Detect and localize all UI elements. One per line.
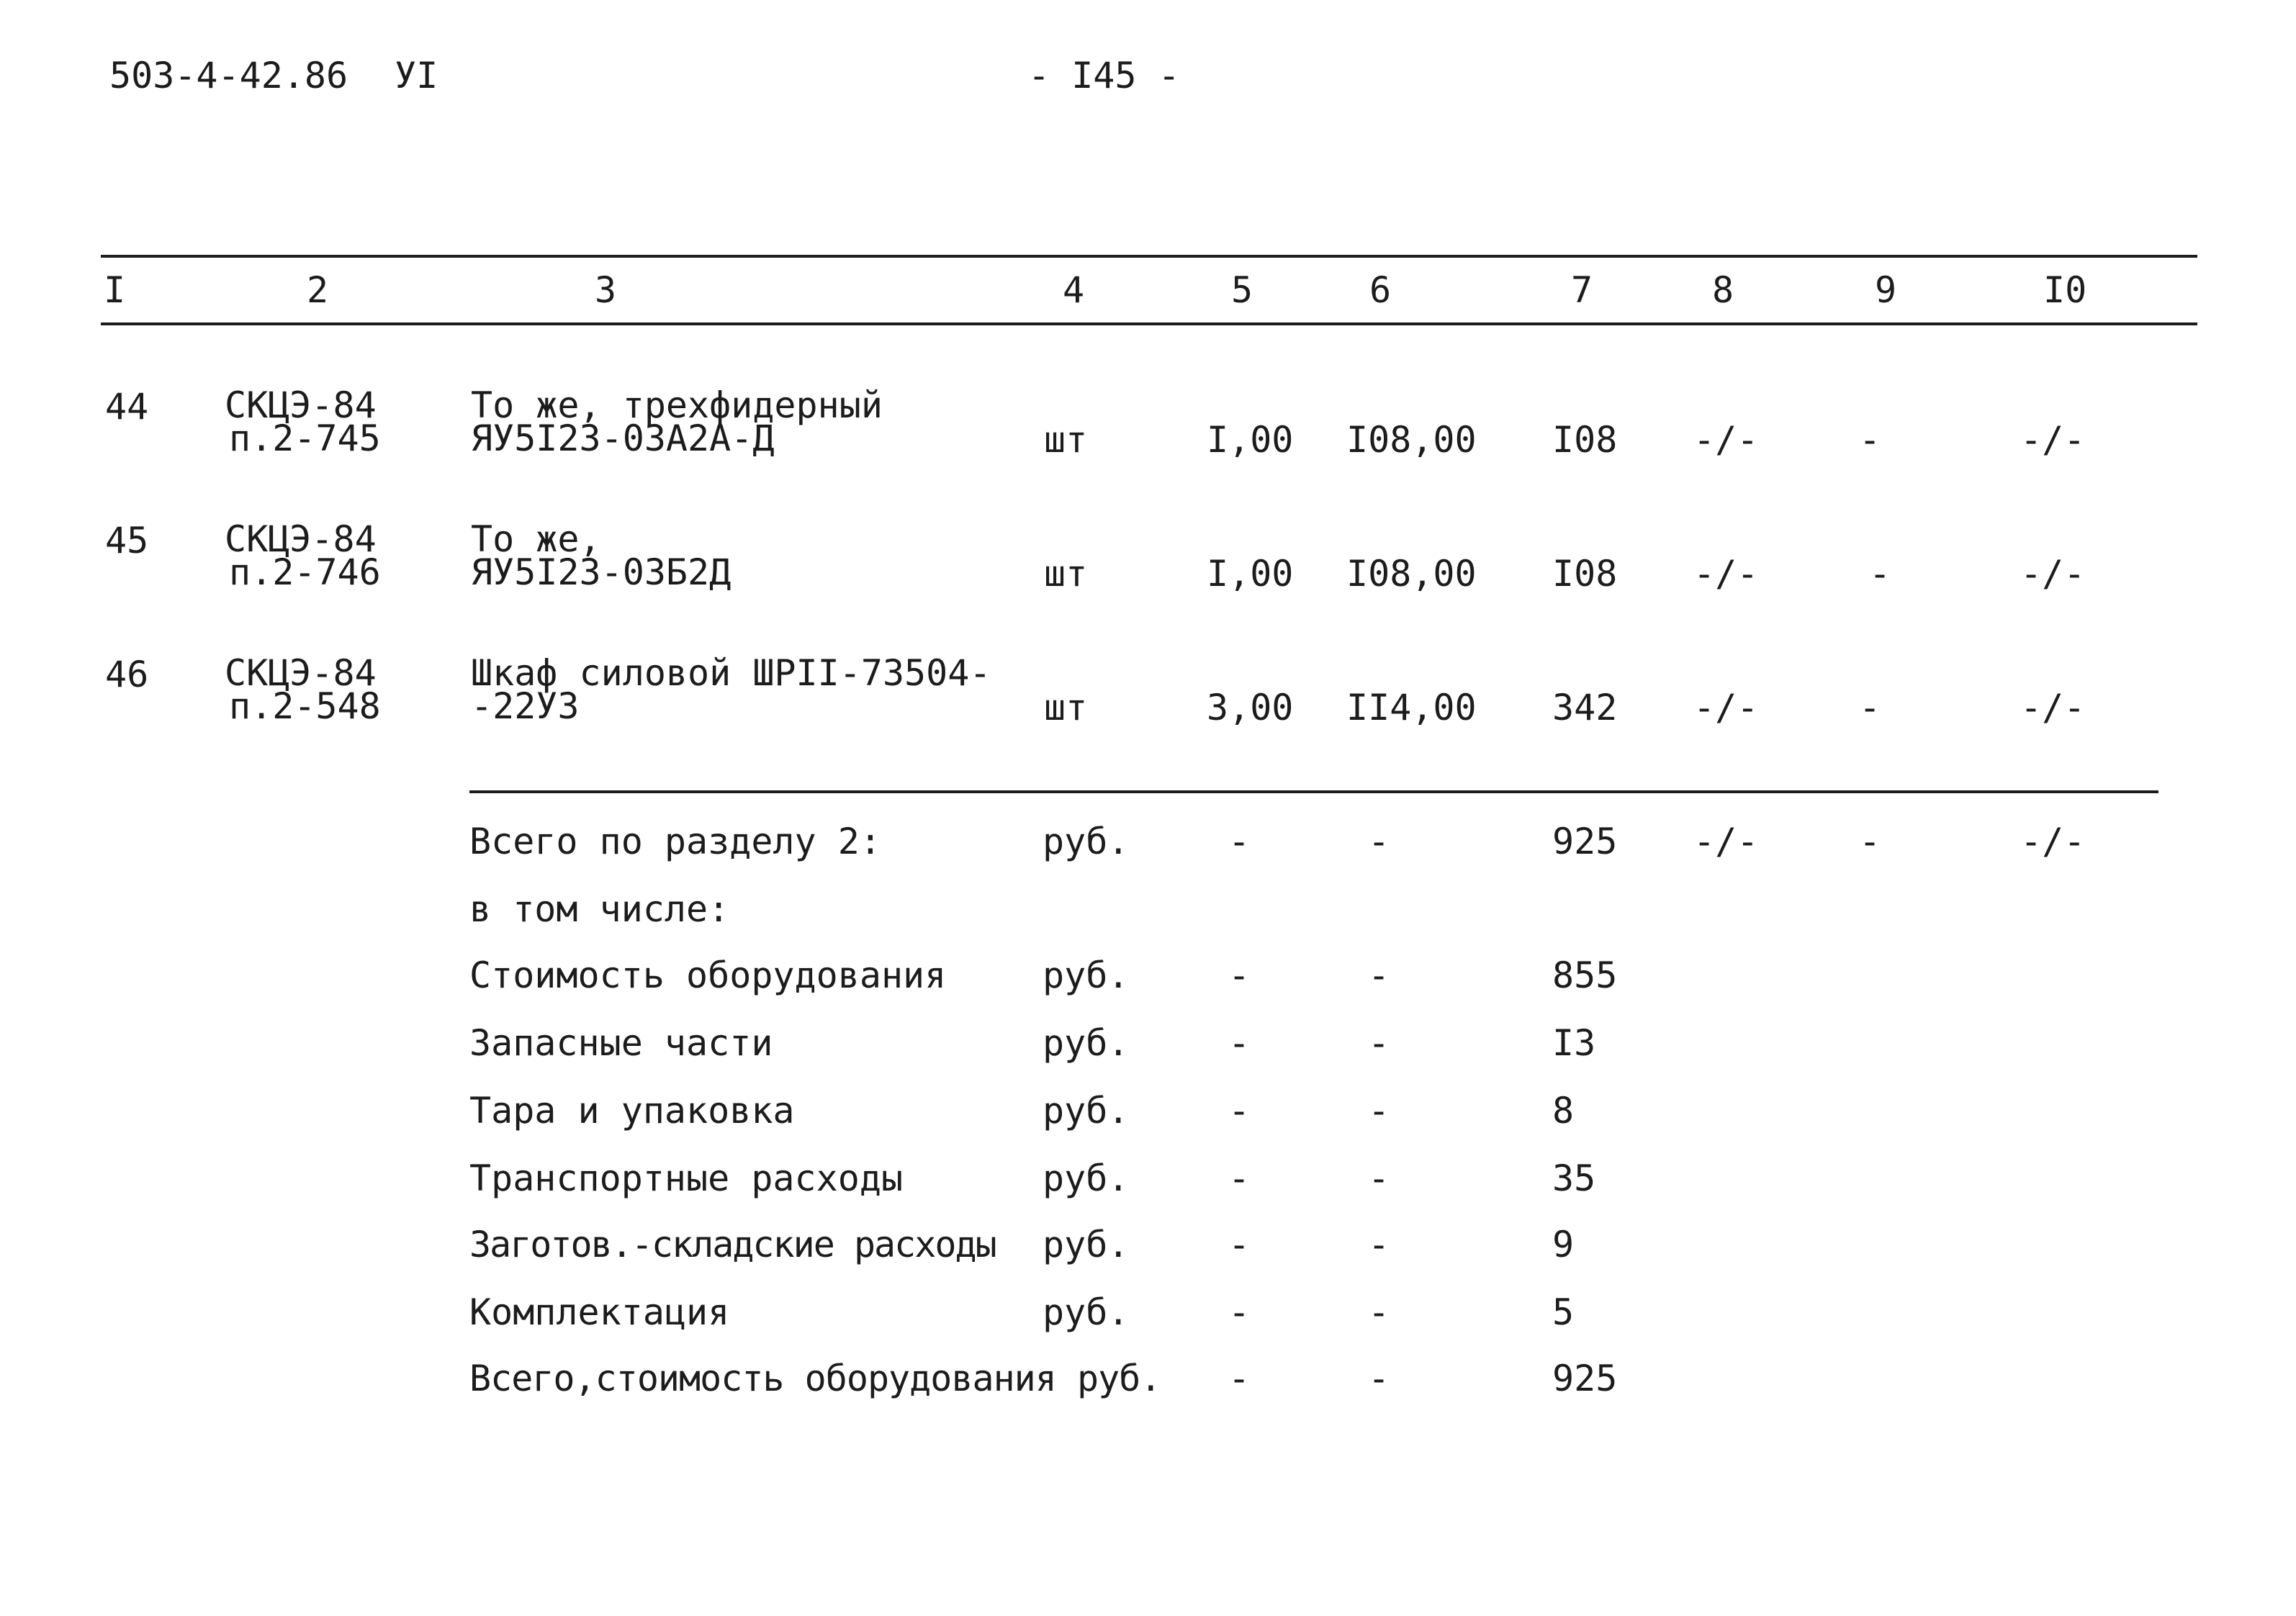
summary-item-label: Транспортные расходы <box>469 1157 904 1199</box>
row-total: I08 <box>1552 419 1618 461</box>
row-number: 46 <box>105 654 149 695</box>
row-name-line1: То же, трехфидерный <box>471 384 883 426</box>
column-number-1: I <box>104 269 126 311</box>
summary-item-value: 9 <box>1552 1224 1575 1265</box>
row-unit: шт <box>1044 553 1088 595</box>
table-top-rule <box>101 255 2197 258</box>
summary-item-unit: руб. <box>1043 954 1130 996</box>
summary-total-col9: - <box>1859 821 1881 862</box>
row-quantity: 3,00 <box>1207 687 1294 728</box>
summary-item-label: Заготов.-складские расходы <box>469 1224 996 1265</box>
column-number-4: 4 <box>1063 269 1085 311</box>
column-header-bottom-rule <box>101 322 2197 325</box>
row-col8: -/- <box>1693 553 1759 595</box>
summary-item-value: 5 <box>1552 1291 1575 1333</box>
summary-item-col5: - <box>1228 1224 1251 1265</box>
row-col10: -/- <box>2020 419 2086 461</box>
row-quantity: I,00 <box>1207 419 1294 461</box>
grand-total-value: 925 <box>1552 1358 1618 1399</box>
summary-item-col5: - <box>1228 1291 1251 1333</box>
volume-number: УI <box>395 55 438 96</box>
summary-item-col6: - <box>1368 1224 1390 1265</box>
row-unit-price: I08,00 <box>1346 419 1477 461</box>
column-number-2: 2 <box>307 269 329 311</box>
column-number-5: 5 <box>1231 269 1253 311</box>
row-unit-price: II4,00 <box>1346 687 1477 728</box>
row-col8: -/- <box>1693 687 1759 728</box>
grand-total-col6: - <box>1368 1358 1390 1399</box>
summary-item-unit: руб. <box>1043 1224 1130 1265</box>
summary-item-unit: руб. <box>1043 1022 1130 1064</box>
summary-item-col6: - <box>1368 954 1390 996</box>
summary-total-label: Всего по разделу 2: <box>469 821 881 862</box>
summary-total-col8: -/- <box>1693 821 1759 862</box>
summary-item-value: I3 <box>1552 1022 1596 1064</box>
row-unit-price: I08,00 <box>1346 553 1477 595</box>
document-code: 503-4-42.86 <box>109 55 348 96</box>
column-number-3: 3 <box>595 269 617 311</box>
summary-item-unit: руб. <box>1043 1157 1130 1199</box>
summary-total-value: 925 <box>1552 821 1618 862</box>
summary-item-label: Стоимость оборудования <box>469 954 947 996</box>
column-number-7: 7 <box>1571 269 1593 311</box>
summary-item-unit: руб. <box>1043 1090 1130 1132</box>
summary-total-col10: -/- <box>2020 821 2086 862</box>
summary-item-value: 35 <box>1552 1157 1596 1199</box>
row-reference-line1: СКЦЭ-84 <box>225 384 377 426</box>
summary-item-unit: руб. <box>1043 1291 1130 1333</box>
column-number-8: 8 <box>1712 269 1734 311</box>
summary-total-unit: руб. <box>1043 821 1130 862</box>
section-total-rule <box>469 790 2158 793</box>
grand-total-col5: - <box>1228 1358 1251 1399</box>
summary-item-col5: - <box>1228 954 1251 996</box>
row-number: 45 <box>105 520 149 561</box>
row-reference-line2: п.2-548 <box>229 685 381 727</box>
summary-item-label: Комплектация <box>469 1291 730 1333</box>
row-total: I08 <box>1552 553 1618 595</box>
grand-total-label: Всего,стоимость оборудования руб. <box>469 1358 1161 1399</box>
row-reference-line2: п.2-746 <box>229 551 381 593</box>
summary-item-col6: - <box>1368 1022 1390 1064</box>
row-name-line2: ЯУ5I23-03А2А-Д <box>471 417 775 459</box>
row-col9: - <box>1859 419 1881 461</box>
row-unit: шт <box>1044 419 1088 461</box>
column-number-6: 6 <box>1369 269 1392 311</box>
summary-item-col6: - <box>1368 1090 1390 1132</box>
row-name-line2: ЯУ5I23-03Б2Д <box>471 551 731 593</box>
row-col10: -/- <box>2020 553 2086 595</box>
row-unit: шт <box>1044 687 1088 728</box>
summary-item-col5: - <box>1228 1022 1251 1064</box>
summary-item-value: 855 <box>1552 954 1618 996</box>
column-number-10: I0 <box>2043 269 2087 311</box>
summary-item-col6: - <box>1368 1291 1390 1333</box>
row-reference-line1: СКЦЭ-84 <box>225 652 377 694</box>
row-name-line1: То же, <box>471 518 601 560</box>
summary-total-col5: - <box>1228 821 1251 862</box>
summary-item-label: Запасные части <box>469 1022 773 1064</box>
summary-item-label: Тара и упаковка <box>469 1090 795 1132</box>
row-quantity: I,00 <box>1207 553 1294 595</box>
row-number: 44 <box>105 386 149 428</box>
row-reference-line1: СКЦЭ-84 <box>225 518 377 560</box>
row-col9: - <box>1859 687 1881 728</box>
summary-item-value: 8 <box>1552 1090 1575 1132</box>
row-total: 342 <box>1552 687 1618 728</box>
summary-item-col6: - <box>1368 1157 1390 1199</box>
row-col9: - <box>1869 553 1891 595</box>
summary-total-col6: - <box>1368 821 1390 862</box>
row-col8: -/- <box>1693 419 1759 461</box>
row-reference-line2: п.2-745 <box>229 417 381 459</box>
summary-item-col5: - <box>1228 1090 1251 1132</box>
row-name-line1: Шкаф силовой ШРII-73504- <box>471 652 991 694</box>
row-col10: -/- <box>2020 687 2086 728</box>
row-name-line2: -22У3 <box>471 685 580 727</box>
including-label: в том числе: <box>469 888 730 930</box>
page-number: - I45 - <box>1028 55 1180 96</box>
column-number-9: 9 <box>1875 269 1897 311</box>
summary-item-col5: - <box>1228 1157 1251 1199</box>
